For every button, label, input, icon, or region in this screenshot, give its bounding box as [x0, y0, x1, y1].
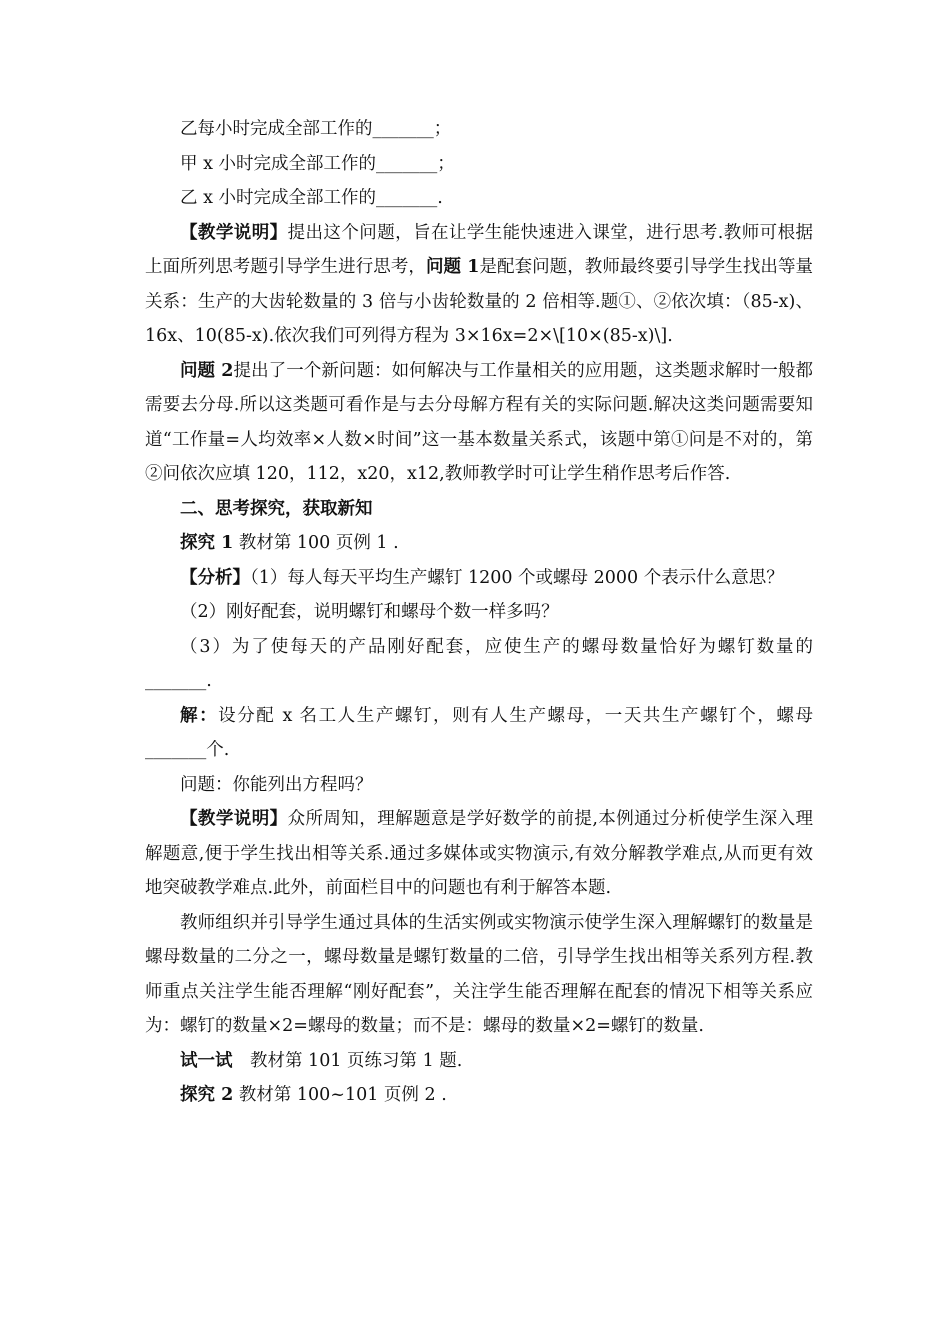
question-2-text: 提出了一个新问题：如何解决与工作量相关的应用题，这类题求解时一般都需要去分母.所以这类题可看作是与去分母解方程有关的实际问题.解决这类问题需要知道“工作量=人均效率×人数×时间”这一基本数量关系式，该题中第①问是不对的，第②问依次应填 120，112，x20，x12,教师教学时可让学生稍作思考后作答. — [145, 360, 814, 484]
line-jia-x-hours: 甲 x 小时完成全部工作的_______； — [180, 153, 455, 174]
teacher-guidance: 教师组织并引导学生通过具体的生活实例或实物演示使学生深入理解螺钉的数量是螺母数量的二分之一，螺母数量是螺钉数量的二倍，引导学生找出相等关系列方程.教师重点关注学生能否理解“刚好配套”，关注学生能否理解在配套的情况下相等关系应为：螺钉的数量×2=螺母的数量；而不是：螺母的数量×2=螺钉的数量. — [145, 912, 813, 1036]
explore-1 — [145, 526, 813, 561]
line-yi-per-hour: 乙每小时完成全部工作的_______； — [180, 119, 452, 139]
line-yi-x-hours: 乙 x 小时完成全部工作的_______. — [180, 188, 443, 208]
question-line: 问题：你能列出方程吗？ — [180, 774, 373, 795]
explore-2-text: 教材第 100~101 页例 2 . — [233, 1085, 447, 1105]
analysis-label: 【分析】 — [180, 567, 250, 588]
explore-1-label: 探究 1 — [180, 533, 234, 553]
section-heading: 二、思考探究，获取新知 — [180, 498, 373, 519]
teaching-note-text-2: 是配套问题，教师最终要引导学生找出等量关系：生产的大齿轮数量的 3 倍与小齿轮数量的 2 倍相等.题①、②依次填：（85-x)、16x、10(85-x).依次我们可列得方程为 3×16x=2×\[10×(85-x)\]. — [145, 257, 813, 346]
analysis-q2: （2）刚好配套，说明螺钉和螺母个数一样多吗？ — [180, 602, 559, 622]
solution — [145, 699, 813, 768]
explore-2-label: 探究 2 — [180, 1085, 234, 1105]
teaching-note-text: 提出这个问题，旨在让学生能快速进入课堂，进行思考.教师可根据上面所列思考题引导学生进行思考， — [145, 222, 813, 277]
explore-1-text: 教材第 100 页例 1 . — [233, 533, 399, 553]
teaching-note-2 — [145, 354, 813, 492]
try-it-text: 教材第 101 页练习第 1 题. — [232, 1050, 463, 1071]
solution-label: 解： — [180, 705, 219, 726]
try-it — [145, 1044, 813, 1079]
explore-2 — [145, 1078, 813, 1113]
question-2-label: 问题 2 — [180, 360, 234, 381]
try-it-label: 试一试 — [180, 1050, 233, 1071]
solution-text: 设分配 x 名工人生产螺钉，则有人生产螺母，一天共生产螺钉个，螺母_______个. — [145, 705, 813, 760]
teaching-note-label: 【教学说明】 — [180, 809, 288, 829]
question-1-label: 问题 1 — [425, 257, 480, 277]
teaching-note-1 — [145, 216, 813, 354]
analysis — [145, 561, 813, 596]
analysis-q1: （1）每人每天平均生产螺钉 1200 个或螺母 2000 个表示什么意思？ — [250, 567, 784, 588]
teaching-note-label: 【教学说明】 — [180, 222, 288, 243]
document-body — [145, 112, 813, 1113]
teaching-note-text: 众所周知，理解题意是学好数学的前提,本例通过分析使学生深入理解题意,便于学生找出相等关系.通过多媒体或实物演示,有效分解教学难点,从而更有效地突破教学难点.此外，前面栏目中的问题也有利于解答本题. — [145, 809, 813, 898]
teaching-note-3 — [145, 802, 813, 906]
analysis-q3: （3）为了使每天的产品刚好配套，应使生产的螺母数量恰好为螺钉数量的_______. — [145, 636, 813, 691]
